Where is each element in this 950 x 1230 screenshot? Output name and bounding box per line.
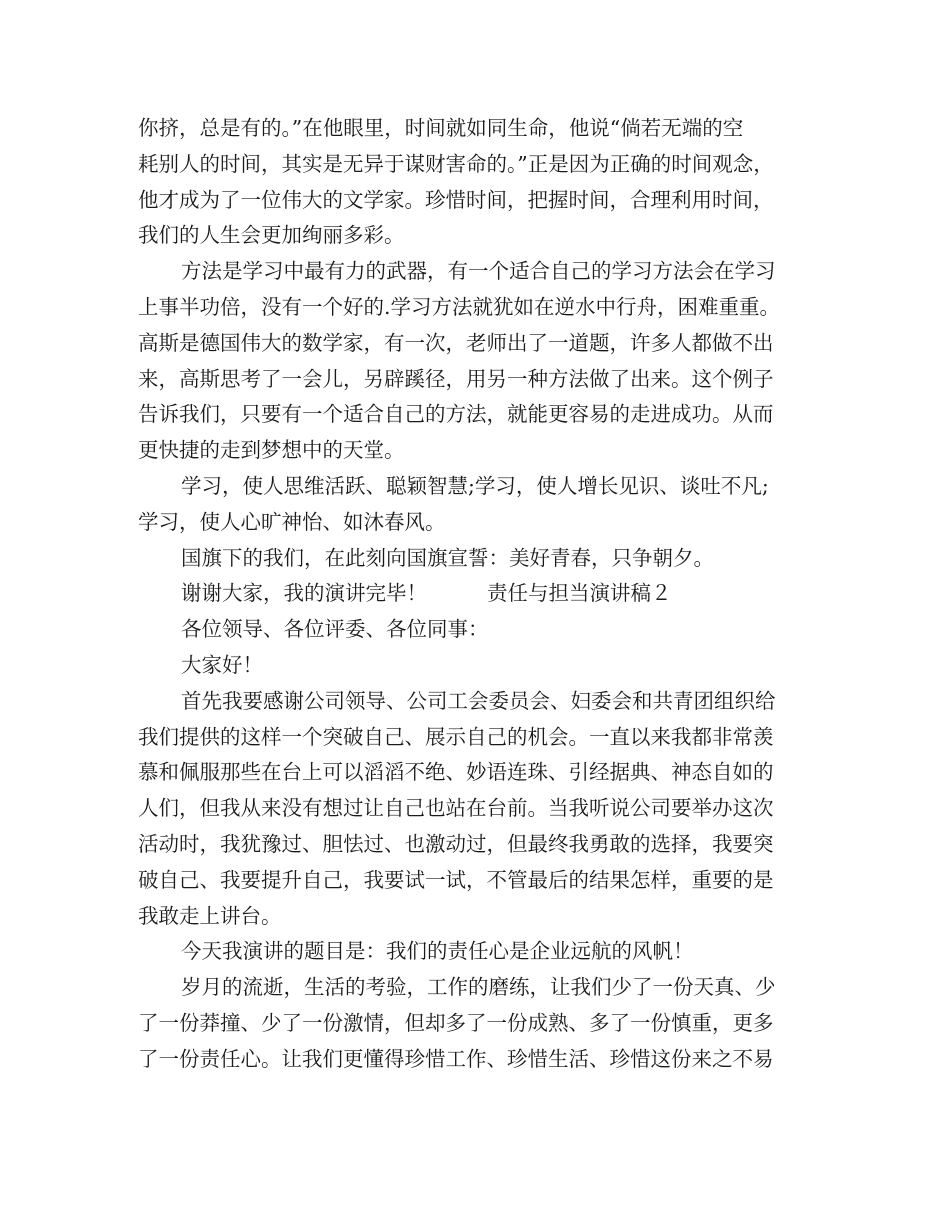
text-line: 告诉我们，只要有一个适合自己的方法，就能更容易的走进成功。从而 — [138, 402, 774, 427]
text-line: 学习，使人心旷神怡、如沐春风。 — [138, 509, 446, 534]
text-line: 他才成为了一位伟大的文学家。珍惜时间，把握时间，合理利用时间， — [138, 187, 774, 212]
text-line: 我们提供的这样一个突破自己、展示自己的机会。一直以来我都非常羡 — [138, 724, 774, 749]
text-line: 你挤，总是有的。”在他眼里，时间就如同生命，他说“倘若无端的空 — [138, 116, 744, 140]
text-line: 来，高斯思考了一会儿，另辟蹊径，用另一种方法做了出来。这个例子 — [138, 366, 774, 391]
speech-title: 责任与担当演讲稿２ — [487, 581, 672, 606]
paragraph-start-line: 方法是学习中最有力的武器，有一个适合自己的学习方法会在学习 — [181, 259, 776, 284]
text-line: 耗别人的时间，其实是无异于谋财害命的。”正是因为正确的时间观念， — [138, 151, 774, 176]
text-line: 我敢走上讲台。 — [138, 903, 282, 928]
salutation-line: 各位领导、各位评委、各位同事： — [181, 617, 489, 642]
closing-remark: 谢谢大家，我的演讲完毕！ — [181, 581, 427, 606]
text-line: 破自己、我要提升自己，我要试一试，不管最后的结果怎样，重要的是 — [138, 867, 774, 892]
closing-and-title-line — [138, 576, 838, 612]
greeting-line: 大家好！ — [181, 652, 263, 677]
paragraph-start-line: 今天我演讲的题目是：我们的责任心是企业远航的风帆！ — [181, 939, 694, 964]
text-line: 了一份莽撞、少了一份激情，但却多了一份成熟、多了一份慎重，更多 — [138, 1010, 774, 1035]
text-line: 上事半功倍，没有一个好的.学习方法就犹如在逆水中行舟，困难重重。 — [138, 294, 781, 319]
text-line: 了一份责任心。让我们更懂得珍惜工作、珍惜生活、珍惜这份来之不易 — [138, 1046, 774, 1071]
paragraph-start-line: 国旗下的我们，在此刻向国旗宣誓：美好青春，只争朝夕。 — [181, 545, 714, 570]
text-line: 人们，但我从来没有想过让自己也站在台前。当我听说公司要举办这次 — [138, 796, 774, 821]
paragraph-start-line: 岁月的流逝，生活的考验，工作的磨练，让我们少了一份天真、少 — [181, 975, 776, 1000]
text-line: 活动时，我犹豫过、胆怯过、也激动过，但最终我勇敢的选择，我要突 — [138, 831, 774, 856]
text-line: 高斯是德国伟大的数学家，有一次，老师出了一道题，许多人都做不出 — [138, 330, 774, 355]
text-line: 更快捷的走到梦想中的天堂。 — [138, 438, 405, 463]
paragraph-start-line: 学习，使人思维活跃、聪颖智慧;学习，使人增长见识、谈吐不凡; — [181, 473, 769, 498]
text-line: 我们的人生会更加绚丽多彩。 — [138, 223, 405, 248]
paragraph-start-line: 首先我要感谢公司领导、公司工会委员会、妇委会和共青团组织给 — [181, 688, 776, 713]
text-line: 慕和佩服那些在台上可以滔滔不绝、妙语连珠、引经据典、神态自如的 — [138, 760, 774, 785]
document-body — [138, 111, 838, 1078]
